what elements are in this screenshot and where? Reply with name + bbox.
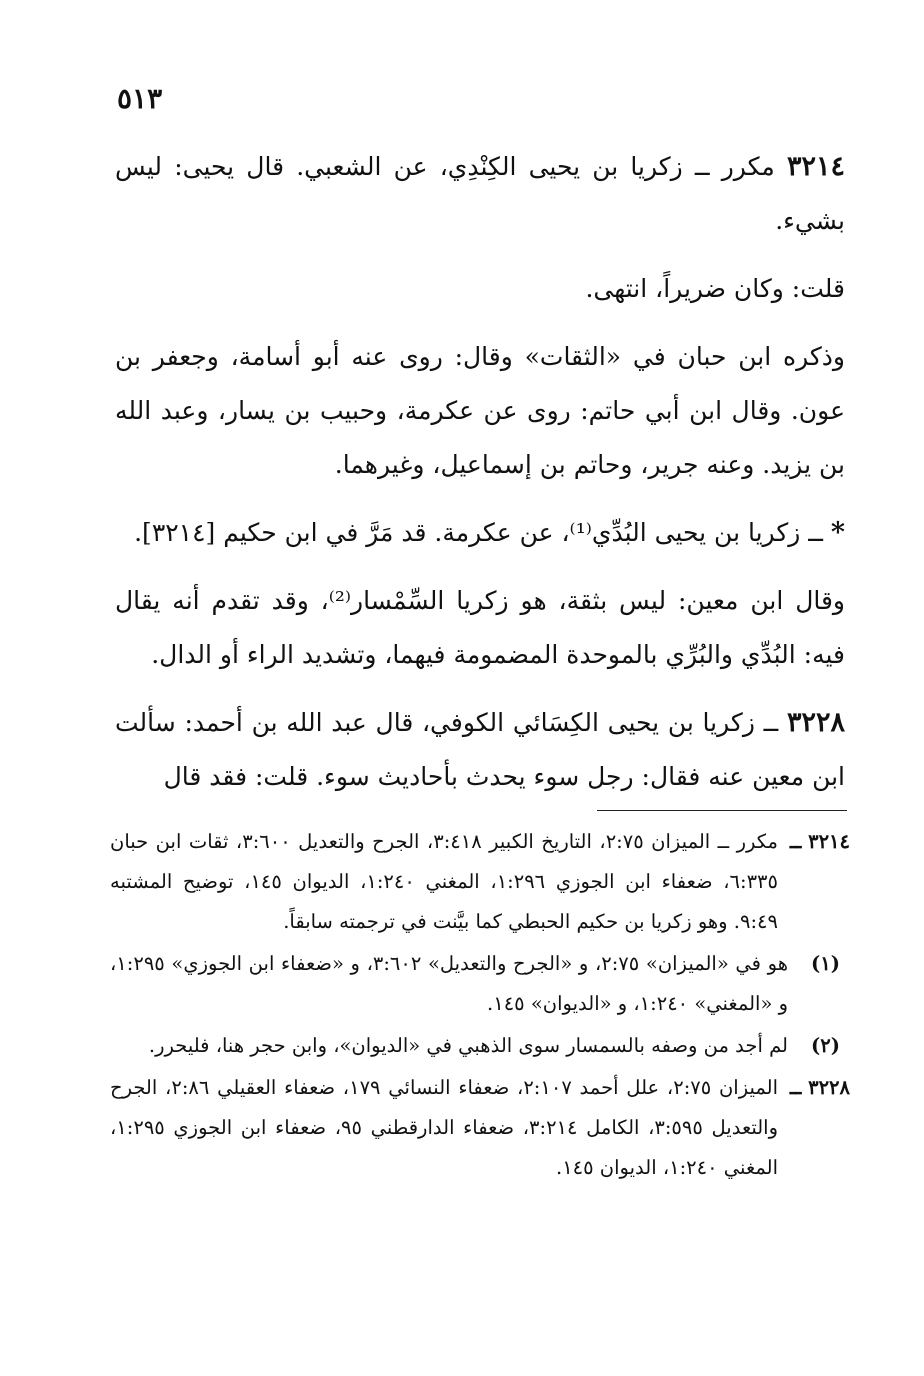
asterisk-marker: *: [830, 517, 845, 548]
footnote-text: لم أجد من وصفه بالسمسار سوى الذهبي في «الديوان»، وابن حجر هنا، فليحرر.: [148, 1034, 788, 1057]
footnotes: [110, 822, 850, 1190]
footnote-label: ٣٢٢٨ ــ: [789, 1076, 850, 1099]
ibn-hibban-paragraph: [115, 330, 845, 492]
footnote-text: الميزان ٢:٧٥، علل أحمد ٢:١٠٧، ضعفاء النسائي ١٧٩، ضعفاء العقيلي ٢:٨٦، الجرح والتعديل ٣:٥٩٥، الكامل ٣:٢١٤، ضعفاء الدارقطني ٩٥، ضعفاء ابن الجوزي ١:٢٩٥، المغني ١:٢٤٠، الديوان ١٤٥.: [110, 1076, 779, 1179]
paragraph-text: مكرر ــ زكريا بن يحيى الكِنْدِي، عن الشعبي. قال يحيى: ليس بشيء.: [115, 152, 845, 235]
footnote-label: (٢): [811, 1034, 840, 1057]
paragraph-text: وقال ابن معين: ليس بثقة، هو زكريا السِّمْسار⁽²⁾، وقد تقدم أنه يقال فيه: البُدِّي والبُرِّي بالموحدة المضمومة فيهما، وتشديد الراء أو الدال.: [115, 586, 845, 669]
footnote-3214: [110, 822, 850, 942]
footnote-2: [110, 1026, 850, 1066]
footnote-label: (١): [811, 952, 840, 975]
footnote-3228: [110, 1068, 850, 1188]
entry-number: ٣٢١٤: [786, 151, 845, 182]
footnote-divider: [597, 810, 847, 811]
ibn-main-paragraph: [115, 574, 845, 682]
page-number: ٥١٣: [117, 82, 163, 115]
entry-3228-paragraph: [115, 696, 845, 804]
paragraph-text: ــ زكريا بن يحيى الكِسَائي الكوفي، قال عبد الله بن أحمد: سألت ابن معين عنه فقال: رجل سوء يحدث بأحاديث سوء. قلت: فقد قال: [115, 708, 845, 791]
entry-3214-paragraph: [115, 140, 845, 248]
comment-paragraph: [115, 262, 845, 316]
main-text: [115, 140, 845, 814]
paragraph-text: وذكره ابن حبان في «الثقات» وقال: روى عنه أبو أسامة، وجعفر بن عون. وقال ابن أبي حاتم: روى عن عكرمة، وحبيب بن يسار، وعبد الله بن يزيد. وعنه جرير، وحاتم بن إسماعيل، وغيرهما.: [115, 342, 845, 479]
footnote-text: هو في «الميزان» ٢:٧٥، و «الجرح والتعديل» ٣:٦٠٢، و «ضعفاء ابن الجوزي» ١:٢٩٥، و «المغني» ١:٢٤٠، و «الديوان» ١٤٥.: [110, 952, 788, 1015]
albuddi-entry-paragraph: [115, 506, 845, 560]
footnote-1: [110, 944, 850, 1024]
footnote-label: ٣٢١٤ ــ: [789, 830, 850, 853]
paragraph-text: ــ زكريا بن يحيى البُدِّي⁽¹⁾، عن عكرمة. قد مَرَّ في ابن حكيم [٣٢١٤].: [134, 518, 831, 547]
footnote-text: مكرر ــ الميزان ٢:٧٥، التاريخ الكبير ٣:٤١٨، الجرح والتعديل ٣:٦٠٠، ثقات ابن حبان ٦:٣٣٥، ضعفاء ابن الجوزي ١:٢٩٦، المغني ١:٢٤٠، الديوان ١٤٥، توضيح المشتبه ٩:٤٩. وهو زكريا بن حكيم الحبطي كما بيَّنت في ترجمته سابقاً.: [110, 830, 778, 933]
paragraph-text: قلت: وكان ضريراً، انتهى.: [585, 274, 845, 303]
entry-number: ٣٢٢٨: [786, 707, 845, 738]
